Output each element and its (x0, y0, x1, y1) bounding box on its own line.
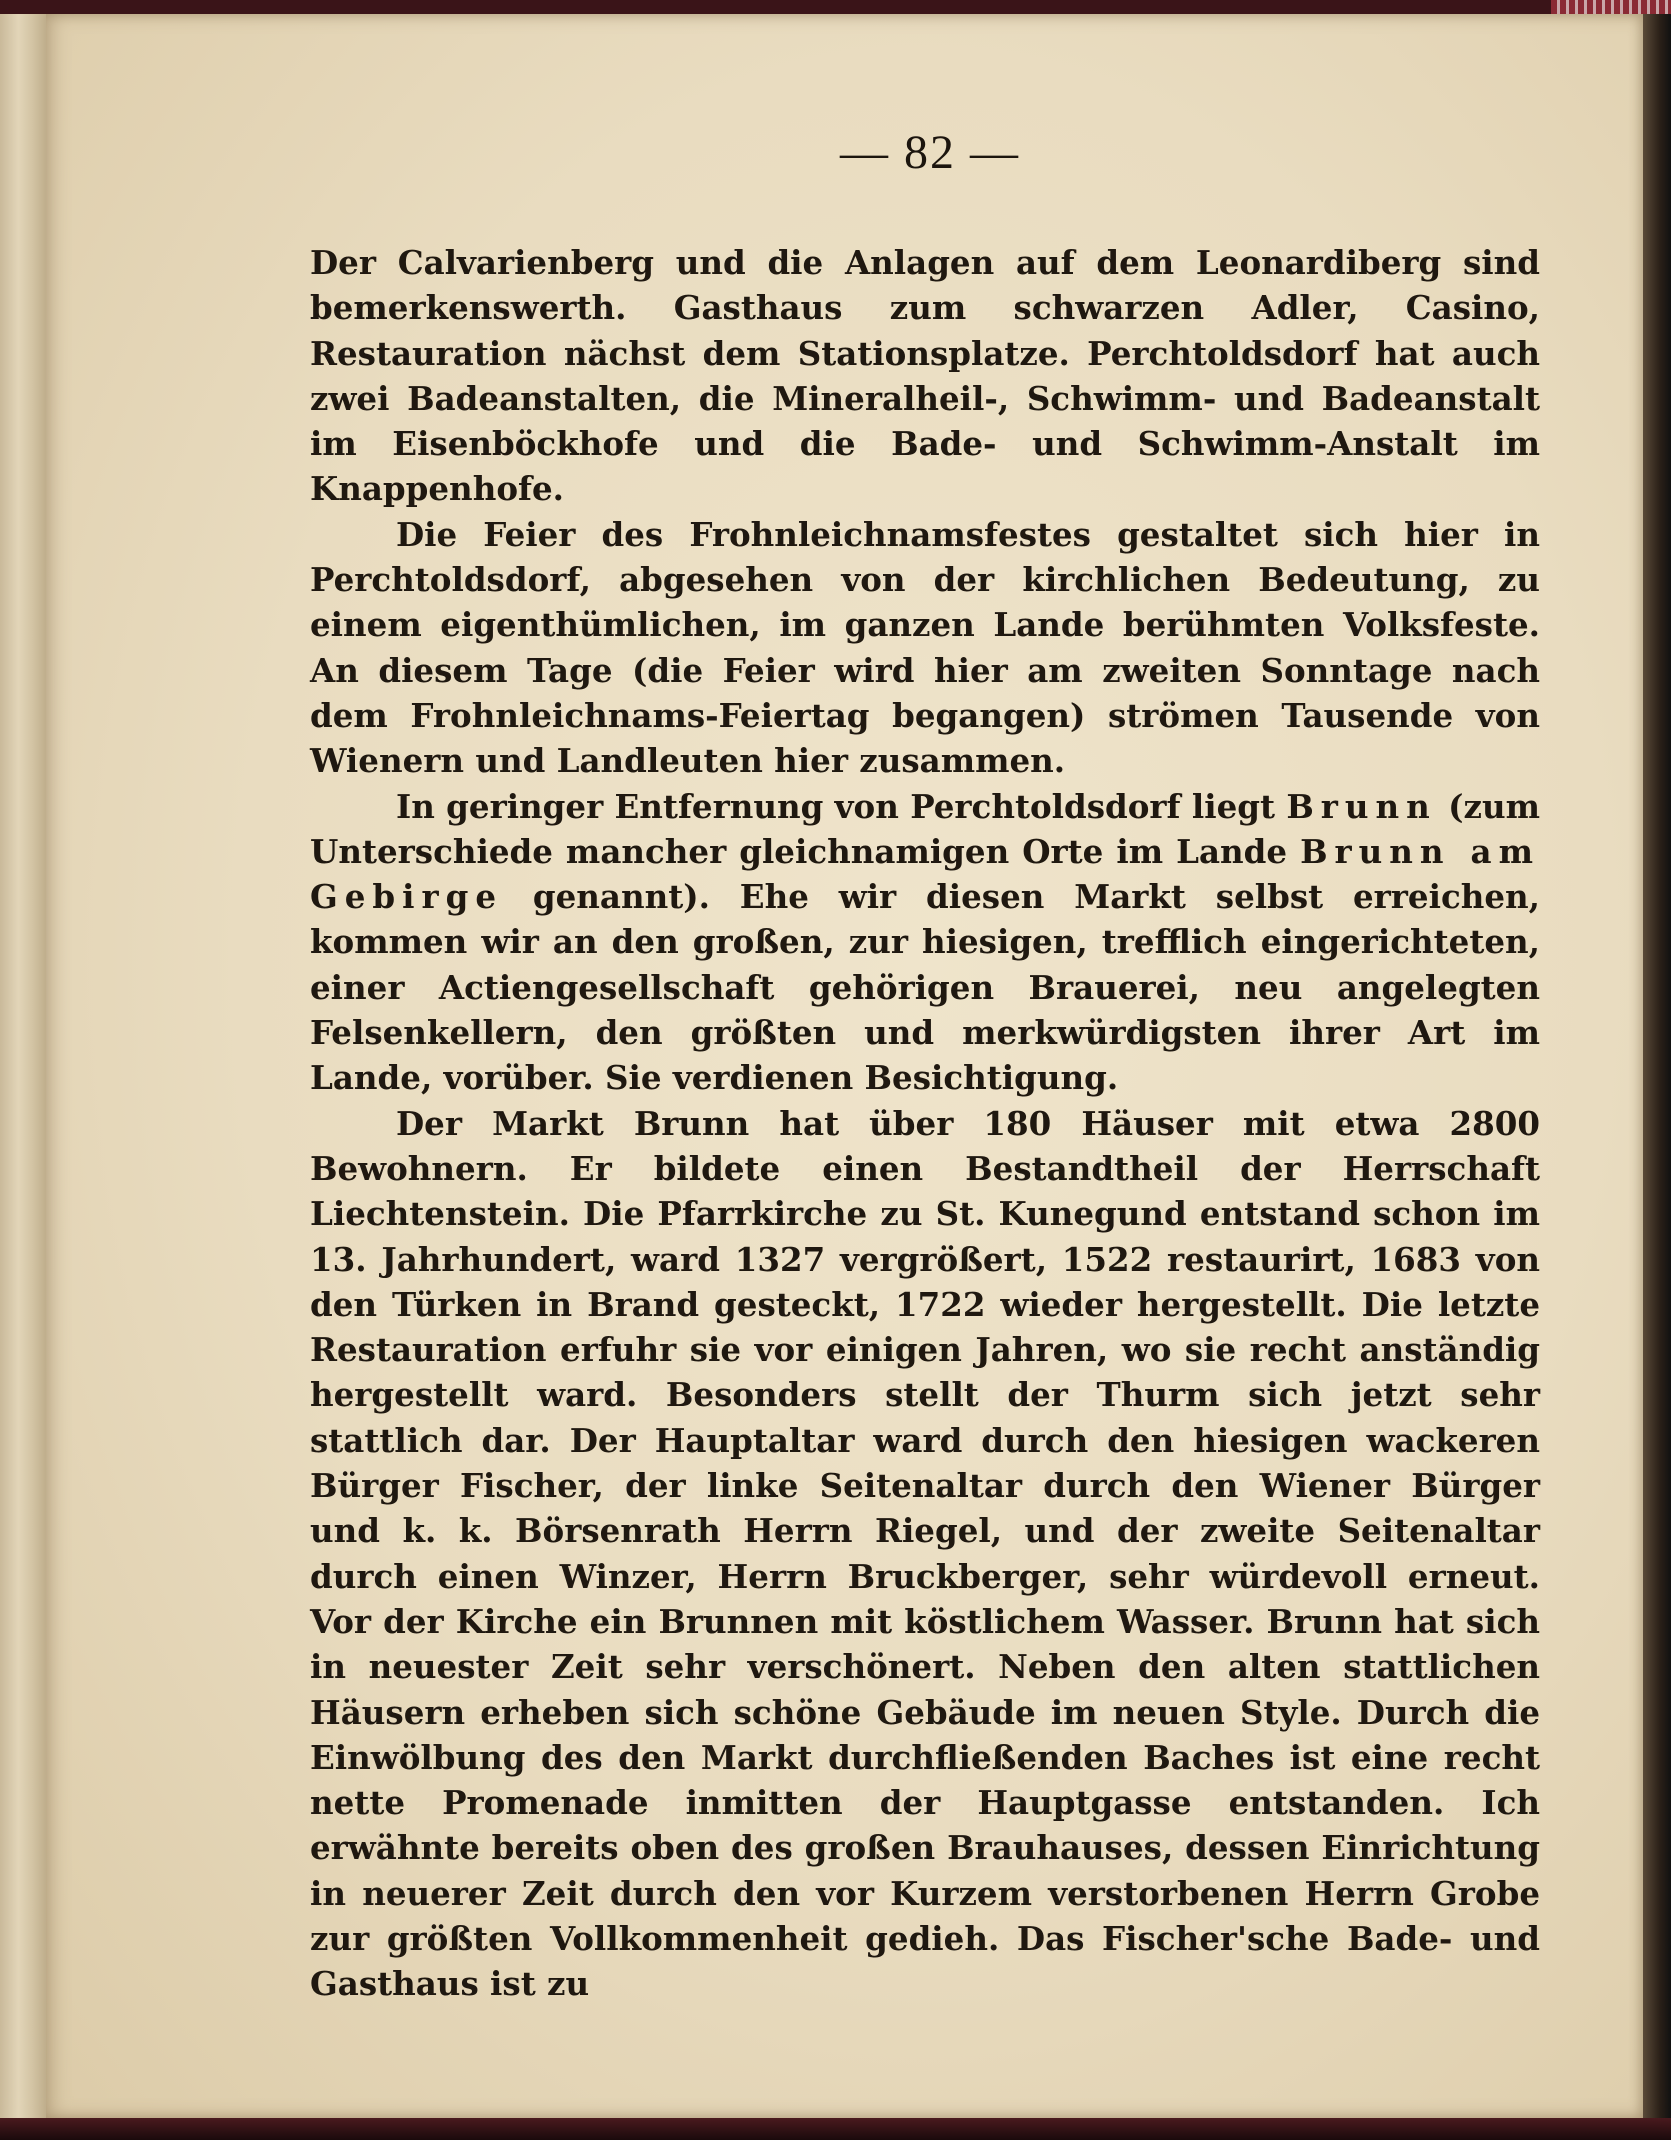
paragraph (310, 240, 1540, 512)
paragraph (310, 784, 1540, 1101)
text-segment: Die Feier des Frohnleichnamsfestes gestaltet sich hier in Perchtoldsdorf, abgesehen von der kirchlichen Bedeutung, zu einem eigenthümlichen, im ganzen Lande berühmten Volksfeste. An diesem Tage (die Feier wird hier am zweiten Sonntage nach dem Frohnleichnams-Feiertag begangen) strömen Tausende von Wienern und Landleuten hier zusammen. (310, 514, 1540, 781)
text-segment: (zum Unterschiede mancher gleichnamigen Orte im Lande (310, 786, 1540, 871)
text-segment: genannt). Ehe wir diesen Markt selbst erreichen, kommen wir an den großen, zur hiesigen, trefflich eingerichteten, einer Actiengesellschaft gehörigen Brauerei, neu angelegten Felsenkellern, den größten und merkwürdigsten ihrer Art im Lande, vorüber. Sie verdienen Besichtigung. (310, 877, 1540, 1098)
spaced-place-name: Brunn (1286, 786, 1437, 826)
book-cover-edge-top (0, 0, 1671, 14)
text-segment: Der Markt Brunn hat über 180 Häuser mit etwa 2800 Bewohnern. Er bildete einen Bestandtheil der Herrschaft Liechtenstein. Die Pfarrkirche zu St. Kunegund entstand schon im 13. Jahrhundert, ward 1327 vergrößert, 1522 restaurirt, 1683 von den Türken in Brand gesteckt, 1722 wieder hergestellt. Die letzte Restauration erfuhr sie vor einigen Jahren, wo sie recht anständig hergestellt ward. Besonders stellt der Thurm sich jetzt sehr stattlich dar. Der Hauptaltar ward durch den hiesigen wackeren Bürger Fischer, der linke Seitenaltar durch den Wiener Bürger und k. k. Börsenrath Herrn Riegel, und der zweite Seitenaltar durch einen Winzer, Herrn Bruckberger, sehr würdevoll erneut. Vor der Kirche ein Brunnen mit köstlichem Wasser. Brunn hat sich in neuester Zeit sehr verschönert. Neben den alten stattlichen Häusern erheben sich schöne Gebäude im neuen Style. Durch die Einwölbung des den Markt durchfließenden Baches ist eine recht nette Promenade inmitten der Hauptgasse entstanden. Ich erwähnte bereits oben des großen Brauhauses, dessen Einrichtung in neuerer Zeit durch den vor Kurzem verstorbenen Herrn Grobe zur größten Vollkommenheit gedieh. Das Fischer'sche Bade- und Gasthaus ist zu (310, 1103, 1540, 2004)
paragraph (310, 1101, 1540, 2007)
text-segment: Der Calvarienberg und die Anlagen auf dem Leonardiberg sind bemerkenswerth. Gasthaus zum schwarzen Adler, Casino, Restauration nächst dem Stationsplatze. Perchtoldsdorf hat auch zwei Badeanstalten, die Mineralheil-, Schwimm- und Badeanstalt im Eisenböckhofe und die Bade- und Schwimm-Anstalt im Knappenhofe. (310, 243, 1540, 509)
body-text (310, 240, 1540, 2007)
page-number: — 82 — (840, 126, 1020, 179)
page-stack-edge (1643, 14, 1671, 2126)
paragraph (310, 512, 1540, 784)
text-segment: In geringer Entfernung von Perchtoldsdorf liegt (396, 786, 1287, 826)
spaced-place-name: Brunn am Gebirge (310, 831, 1541, 917)
book-gutter (0, 14, 46, 2126)
book-cover-edge-bottom (0, 2118, 1671, 2140)
